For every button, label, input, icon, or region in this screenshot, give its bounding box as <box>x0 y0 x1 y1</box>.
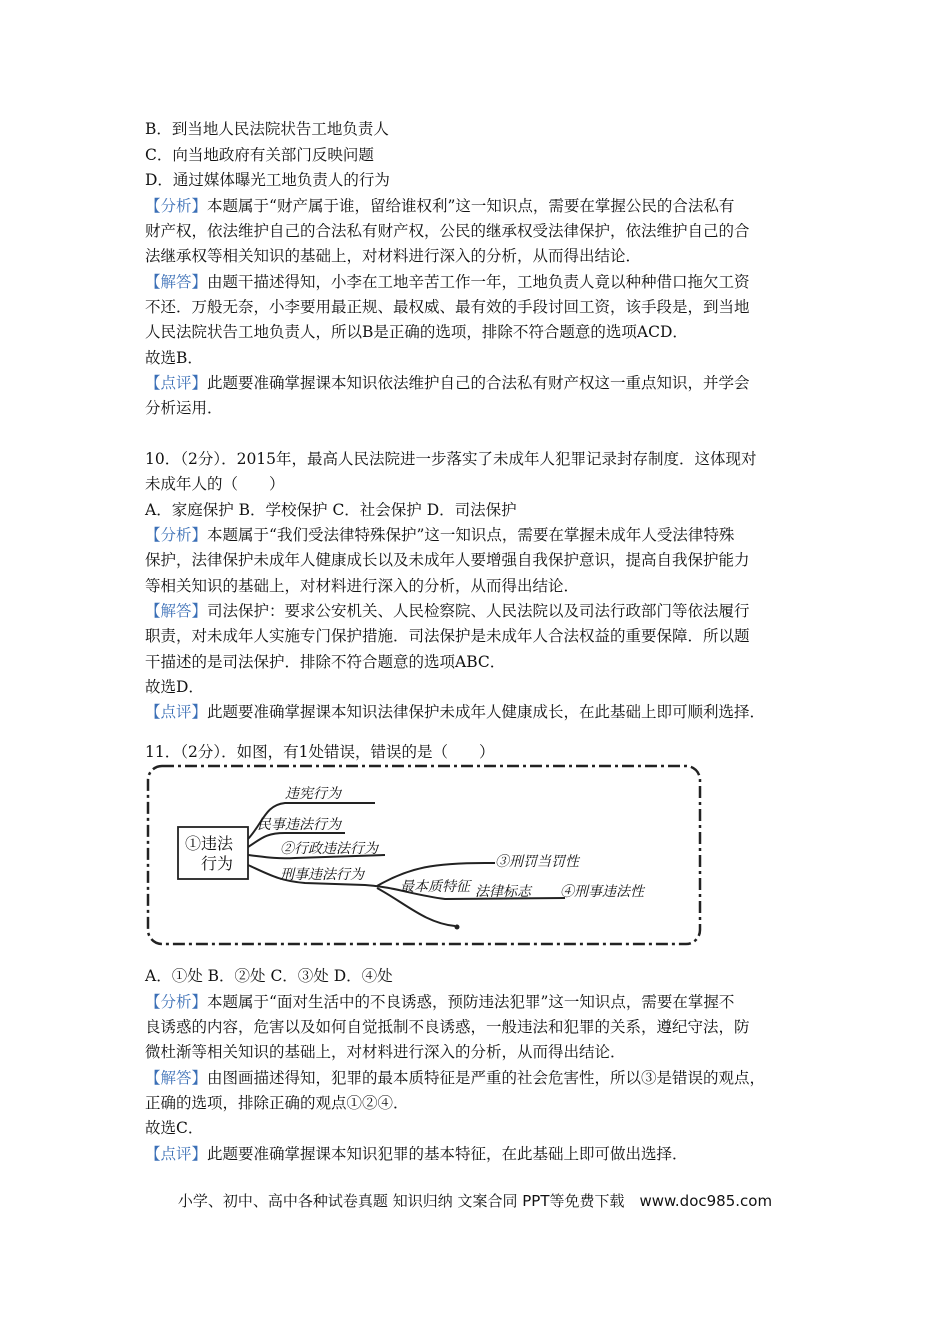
q9-choice: 故选B． <box>145 349 203 367</box>
sub-value-1: ③刑罚当罚性 <box>495 854 579 870</box>
q10-answer-line-3: 干描述的是司法保护．排除不符合题意的选项ABC． <box>145 653 506 671</box>
q11-answer-line-1 <box>145 1065 765 1091</box>
q9-comment-line-1 <box>145 370 750 396</box>
page-footer: 小学、初中、高中各种试卷真题 知识归纳 文案合同 PPT等免费下载 www.doc985.com <box>177 1192 773 1210</box>
q11-analysis-line-1 <box>145 989 734 1015</box>
q10-choice: 故选D． <box>145 678 204 696</box>
q11-choice: 故选C． <box>145 1119 204 1137</box>
analysis-tag: 【分析】 <box>145 197 208 215</box>
comment-tag: 【点评】 <box>145 703 208 721</box>
root-label-2: 行为 <box>201 854 234 873</box>
q11-stem: 11．（2分）．如图，有1处错误，错误的是（ ） <box>145 743 495 761</box>
q10-stem-line-2: 未成年人的（ ） <box>145 475 285 493</box>
q10-answer-line-2: 职责，对未成年人实施专门保护措施．司法保护是未成年人合法权益的重要保障．所以题 <box>145 627 750 645</box>
branch-label-1: 违宪行为 <box>285 786 341 802</box>
analysis-text: 本题属于“面对生活中的不良诱惑，预防违法犯罪”这一知识点，需要在掌握不 <box>207 993 735 1011</box>
q9-answer-line-2: 不还．万般无奈，小李要用最正规、最权威、最有效的手段讨回工资，该手段是，到当地 <box>145 298 750 316</box>
comment-text: 此题要准确掌握课本知识法律保护未成年人健康成长，在此基础上即可顺利选择． <box>207 703 766 721</box>
q10-stem-line-1: 10．（2分）．2015年，最高人民法院进一步落实了未成年人犯罪记录封存制度．这体现对 <box>145 450 757 468</box>
analysis-tag: 【分析】 <box>145 526 208 544</box>
q9-analysis-line-2: 财产权，依法维护自己的合法私有财产权，公民的继承权受法律保护，依法维护自己的合 <box>145 222 750 240</box>
q9-option-c: C．向当地政府有关部门反映问题 <box>145 146 374 164</box>
q11-options: A．①处 B．②处 C．③处 D．④处 <box>145 967 393 985</box>
sub-label-2: 法律标志 <box>475 884 531 900</box>
sub-value-2: ④刑事违法性 <box>560 884 644 900</box>
branch-label-4: 刑事违法行为 <box>280 867 364 883</box>
sub-label-1: 最本质特征 <box>400 879 470 895</box>
analysis-text: 本题属于“财产属于谁，留给谁权利”这一知识点，需要在掌握公民的合法私有 <box>207 197 735 215</box>
concept-map-diagram <box>145 763 705 948</box>
answer-tag: 【解答】 <box>145 273 208 291</box>
q10-options: A．家庭保护 B．学校保护 C．社会保护 D．司法保护 <box>145 501 517 519</box>
q10-comment-line-1 <box>145 699 765 725</box>
root-label-1: ①违法 <box>185 834 234 853</box>
q9-option-d: D．通过媒体曝光工地负责人的行为 <box>145 171 390 189</box>
q11-analysis-line-3: 微杜渐等相关知识的基础上，对材料进行深入的分析，从而得出结论． <box>145 1043 626 1061</box>
q11-comment-line-1 <box>145 1141 688 1167</box>
q9-option-b: B．到当地人民法院状告工地负责人 <box>145 120 389 138</box>
q9-answer-line-3: 人民法院状告工地负责人，所以B是正确的选项，排除不符合题意的选项ACD． <box>145 323 688 341</box>
q9-analysis-line-3: 法继承权等相关知识的基础上，对材料进行深入的分析，从而得出结论． <box>145 247 642 265</box>
comment-tag: 【点评】 <box>145 1145 208 1163</box>
q11-analysis-line-2: 良诱惑的内容，危害以及如何自觉抵制不良诱惑，一般违法和犯罪的关系，遵纪守法，防 <box>145 1018 750 1036</box>
branch-label-3: ②行政违法行为 <box>280 841 378 857</box>
answer-text: 由题干描述得知，小李在工地辛苦工作一年，工地负责人竟以种种借口拖欠工资 <box>207 273 750 291</box>
q9-analysis-line-1 <box>145 193 734 219</box>
answer-tag: 【解答】 <box>145 602 208 620</box>
q10-analysis-line-3: 等相关知识的基础上，对材料进行深入的分析，从而得出结论． <box>145 577 580 595</box>
q9-answer-line-1 <box>145 269 750 295</box>
answer-text: 司法保护：要求公安机关、人民检察院、人民法院以及司法行政部门等依法履行 <box>207 602 750 620</box>
answer-tag: 【解答】 <box>145 1069 208 1087</box>
analysis-tag: 【分析】 <box>145 993 208 1011</box>
q10-answer-line-1 <box>145 598 750 624</box>
answer-text: 由图画描述得知，犯罪的最本质特征是严重的社会危害性，所以③是错误的观点， <box>207 1069 766 1087</box>
comment-tag: 【点评】 <box>145 374 208 392</box>
comment-text: 此题要准确掌握课本知识依法维护自己的合法私有财产权这一重点知识，并学会 <box>207 374 750 392</box>
branch-label-2: 民事违法行为 <box>257 817 341 833</box>
analysis-text: 本题属于“我们受法律特殊保护”这一知识点，需要在掌握未成年人受法律特殊 <box>207 526 735 544</box>
q10-analysis-line-2: 保护，法律保护未成年人健康成长以及未成年人要增强自我保护意识，提高自我保护能力 <box>145 551 750 569</box>
q11-answer-line-2: 正确的选项，排除正确的观点①②④． <box>145 1094 409 1112</box>
q10-analysis-line-1 <box>145 522 734 548</box>
q9-comment-line-2: 分析运用． <box>145 399 223 417</box>
comment-text: 此题要准确掌握课本知识犯罪的基本特征，在此基础上即可做出选择． <box>207 1145 688 1163</box>
end-dot <box>455 925 460 930</box>
